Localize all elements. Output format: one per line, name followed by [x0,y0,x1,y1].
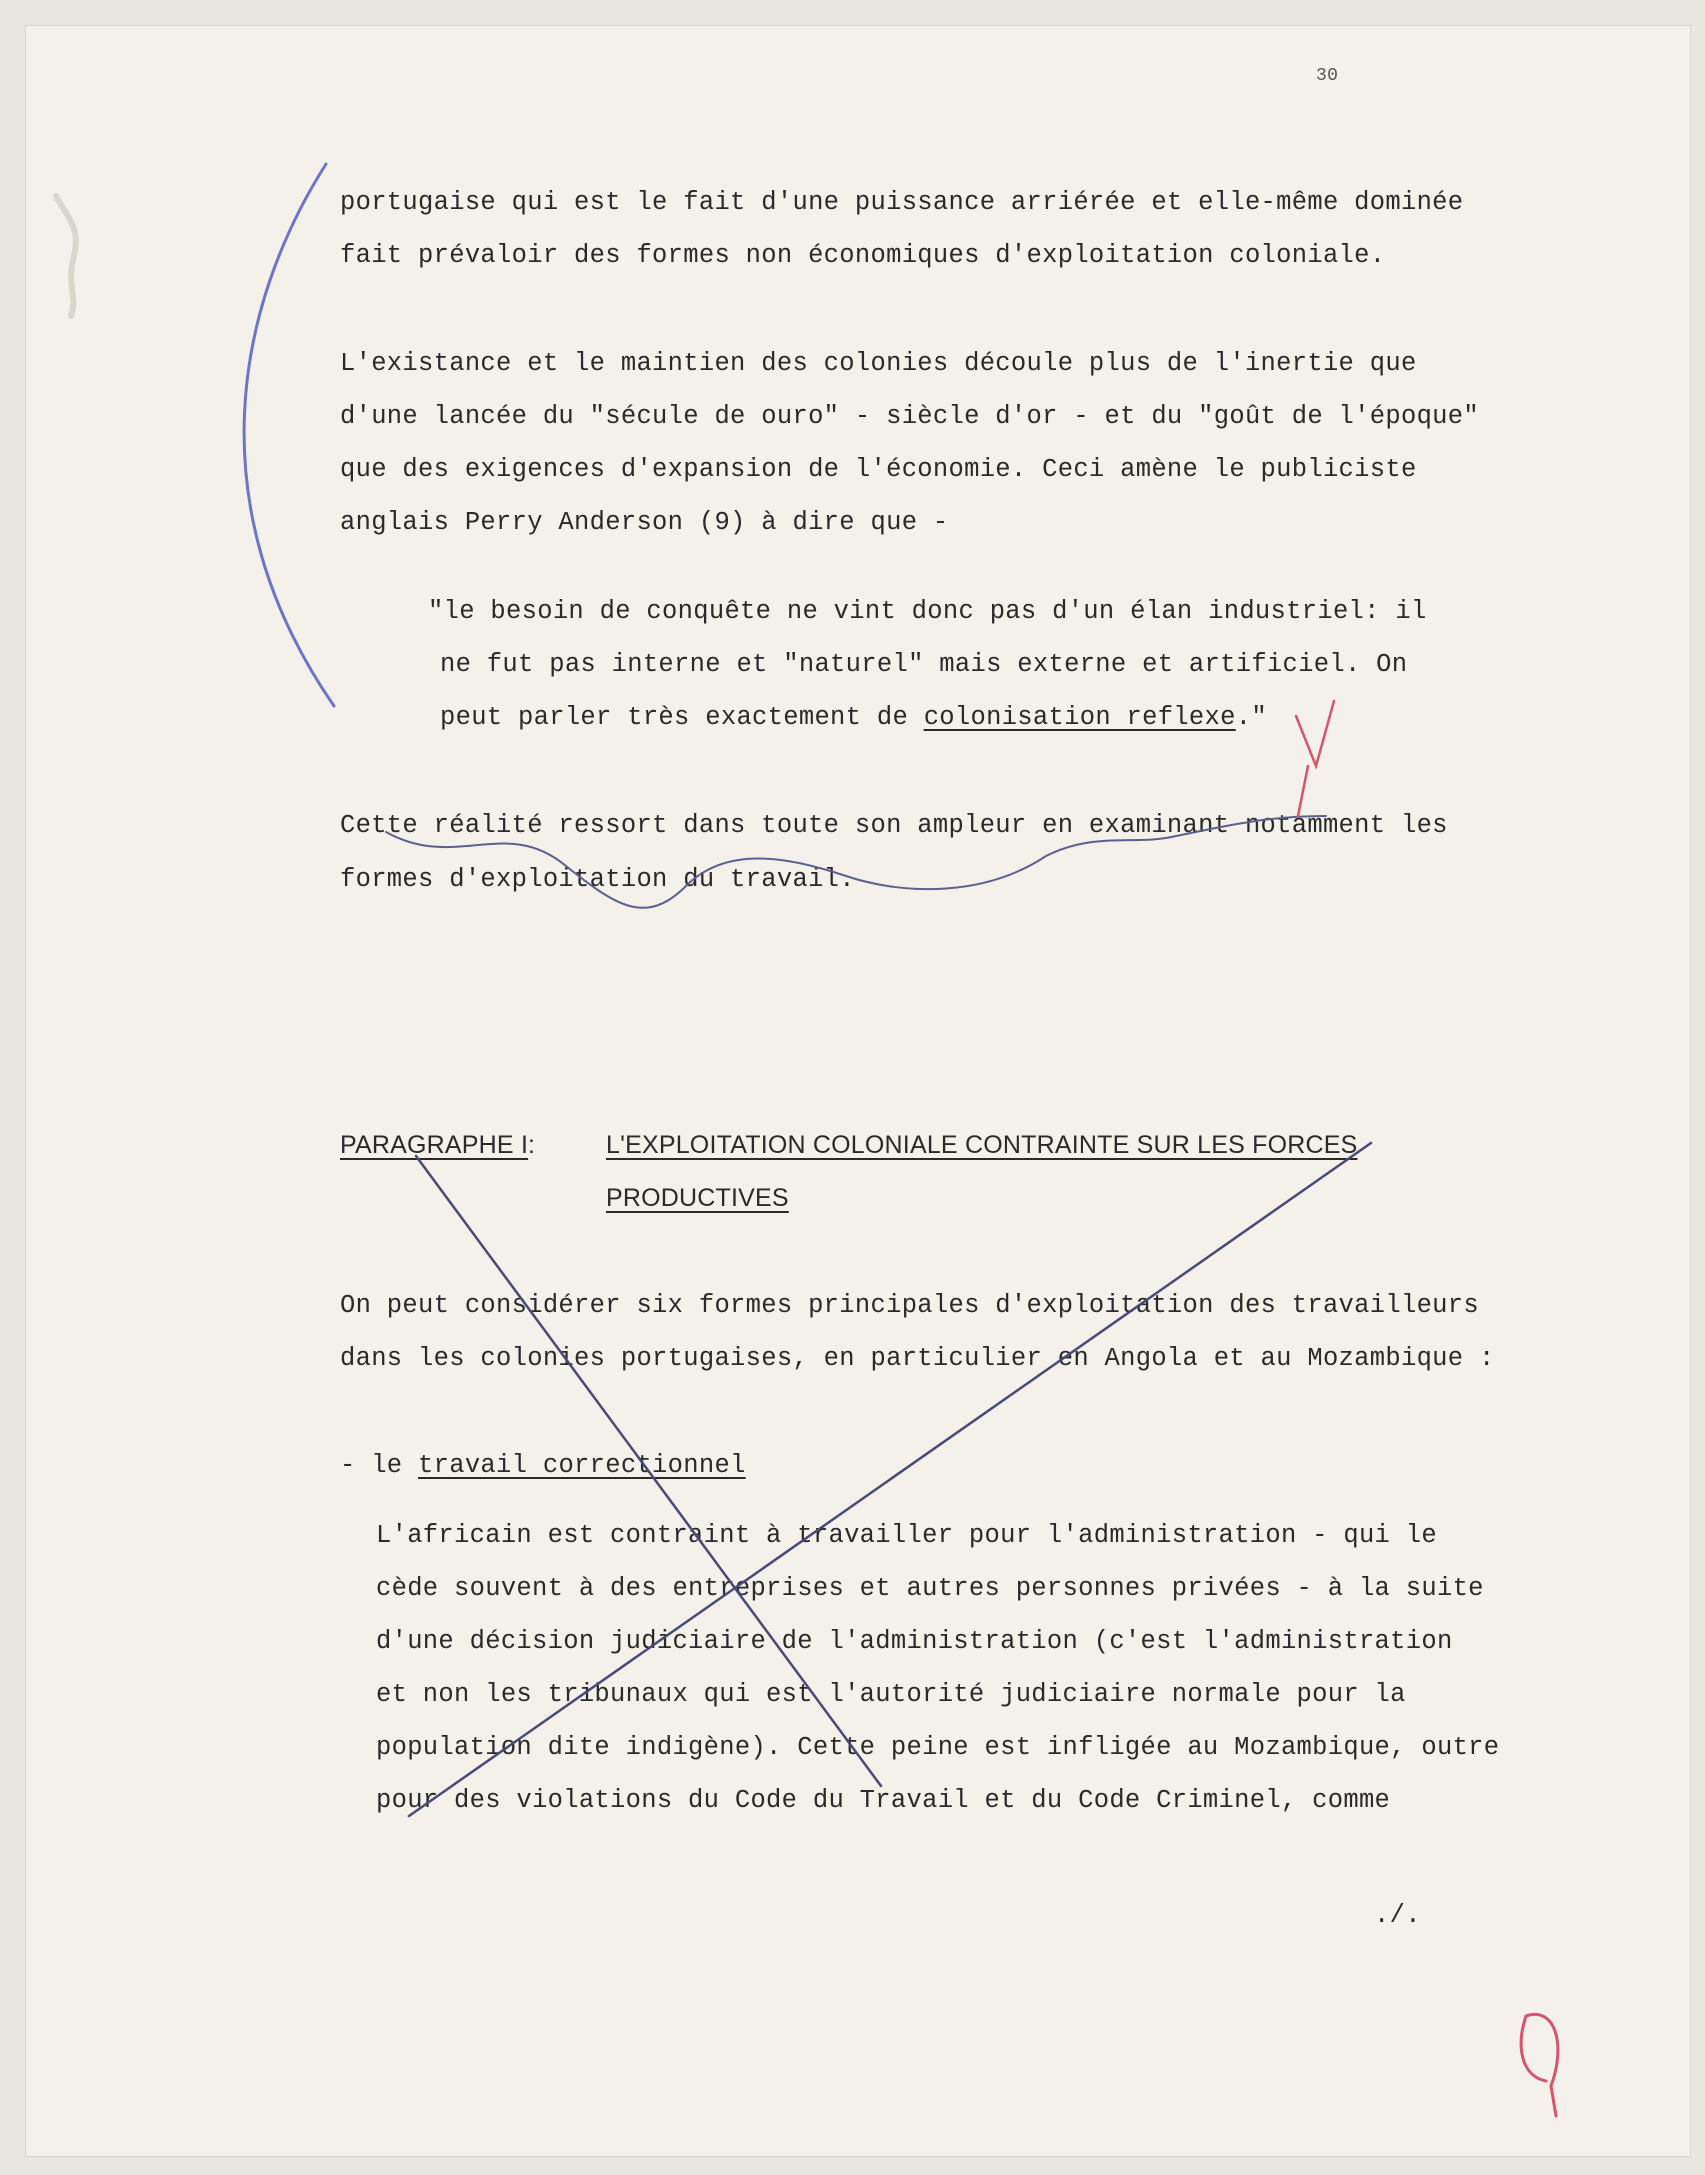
text-line: d'une décision judiciaire de l'administration (c'est l'administration [376,1627,1453,1656]
continuation-mark: ./. [1374,1901,1421,1930]
text-line: pour des violations du Code du Travail et du Code Criminel, comme [376,1786,1391,1815]
section-title: L'EXPLOITATION COLONIALE CONTRAINTE SUR LES FORCES [606,1131,1358,1159]
text-line: population dite indigène). Cette peine est infligée au Mozambique, outre [376,1733,1500,1762]
quote-line: ne fut pas interne et "naturel" mais externe et artificiel. On [440,650,1408,679]
page-number: 30 [1316,66,1339,86]
section-title: PRODUCTIVES [606,1184,789,1212]
text-line: L'africain est contraint à travailler pour l'administration - qui le [376,1521,1437,1550]
text-line: formes d'exploitation du travail. [340,865,855,894]
paper-stain [56,196,76,316]
red-check-mark [1296,701,1334,816]
wavy-strike-line [386,816,1326,908]
text-line: dans les colonies portugaises, en particulier en Angola et au Mozambique : [340,1344,1495,1373]
quote-text: ." [1235,703,1267,732]
text-line: d'une lancée du "sécule de ouro" - siècle d'or - et du "goût de l'époque" [340,402,1479,431]
section-separator: : [528,1131,536,1159]
handwritten-annotations [26,26,1690,2156]
text-line: On peut considérer six formes principales d'exploitation des travailleurs [340,1291,1479,1320]
quote-underlined-term: colonisation reflexe [923,703,1236,732]
cross-out-stroke [409,1143,1371,1816]
red-corner-mark [1521,2014,1558,2116]
text-line: que des exigences d'expansion de l'économie. Ceci amène le publiciste [340,455,1417,484]
text-line: portugaise qui est le fait d'une puissance arriérée et elle-même dominée [340,188,1464,217]
text-line: Cette réalité ressort dans toute son ampleur en examinant notamment les [340,811,1448,840]
blue-margin-bracket [244,164,334,706]
cross-out-stroke [416,1156,881,1786]
subheading-dash: - le [340,1451,419,1480]
document-page [26,26,1690,2156]
text-line: anglais Perry Anderson (9) à dire que - [340,508,949,537]
quote-text: peut parler très exactement de [440,703,924,732]
quote-line: "le besoin de conquête ne vint donc pas d'un élan industriel: il [428,597,1427,626]
text-line: fait prévaloir des formes non économiques d'exploitation coloniale. [340,241,1386,270]
text-line: L'existance et le maintien des colonies découle plus de l'inertie que [340,349,1417,378]
section-label: PARAGRAPHE I [340,1131,529,1159]
text-line: et non les tribunaux qui est l'autorité judiciaire normale pour la [376,1680,1406,1709]
subheading-text: travail correctionnel [418,1451,746,1480]
text-line: cède souvent à des entreprises et autres personnes privées - à la suite [376,1574,1484,1603]
